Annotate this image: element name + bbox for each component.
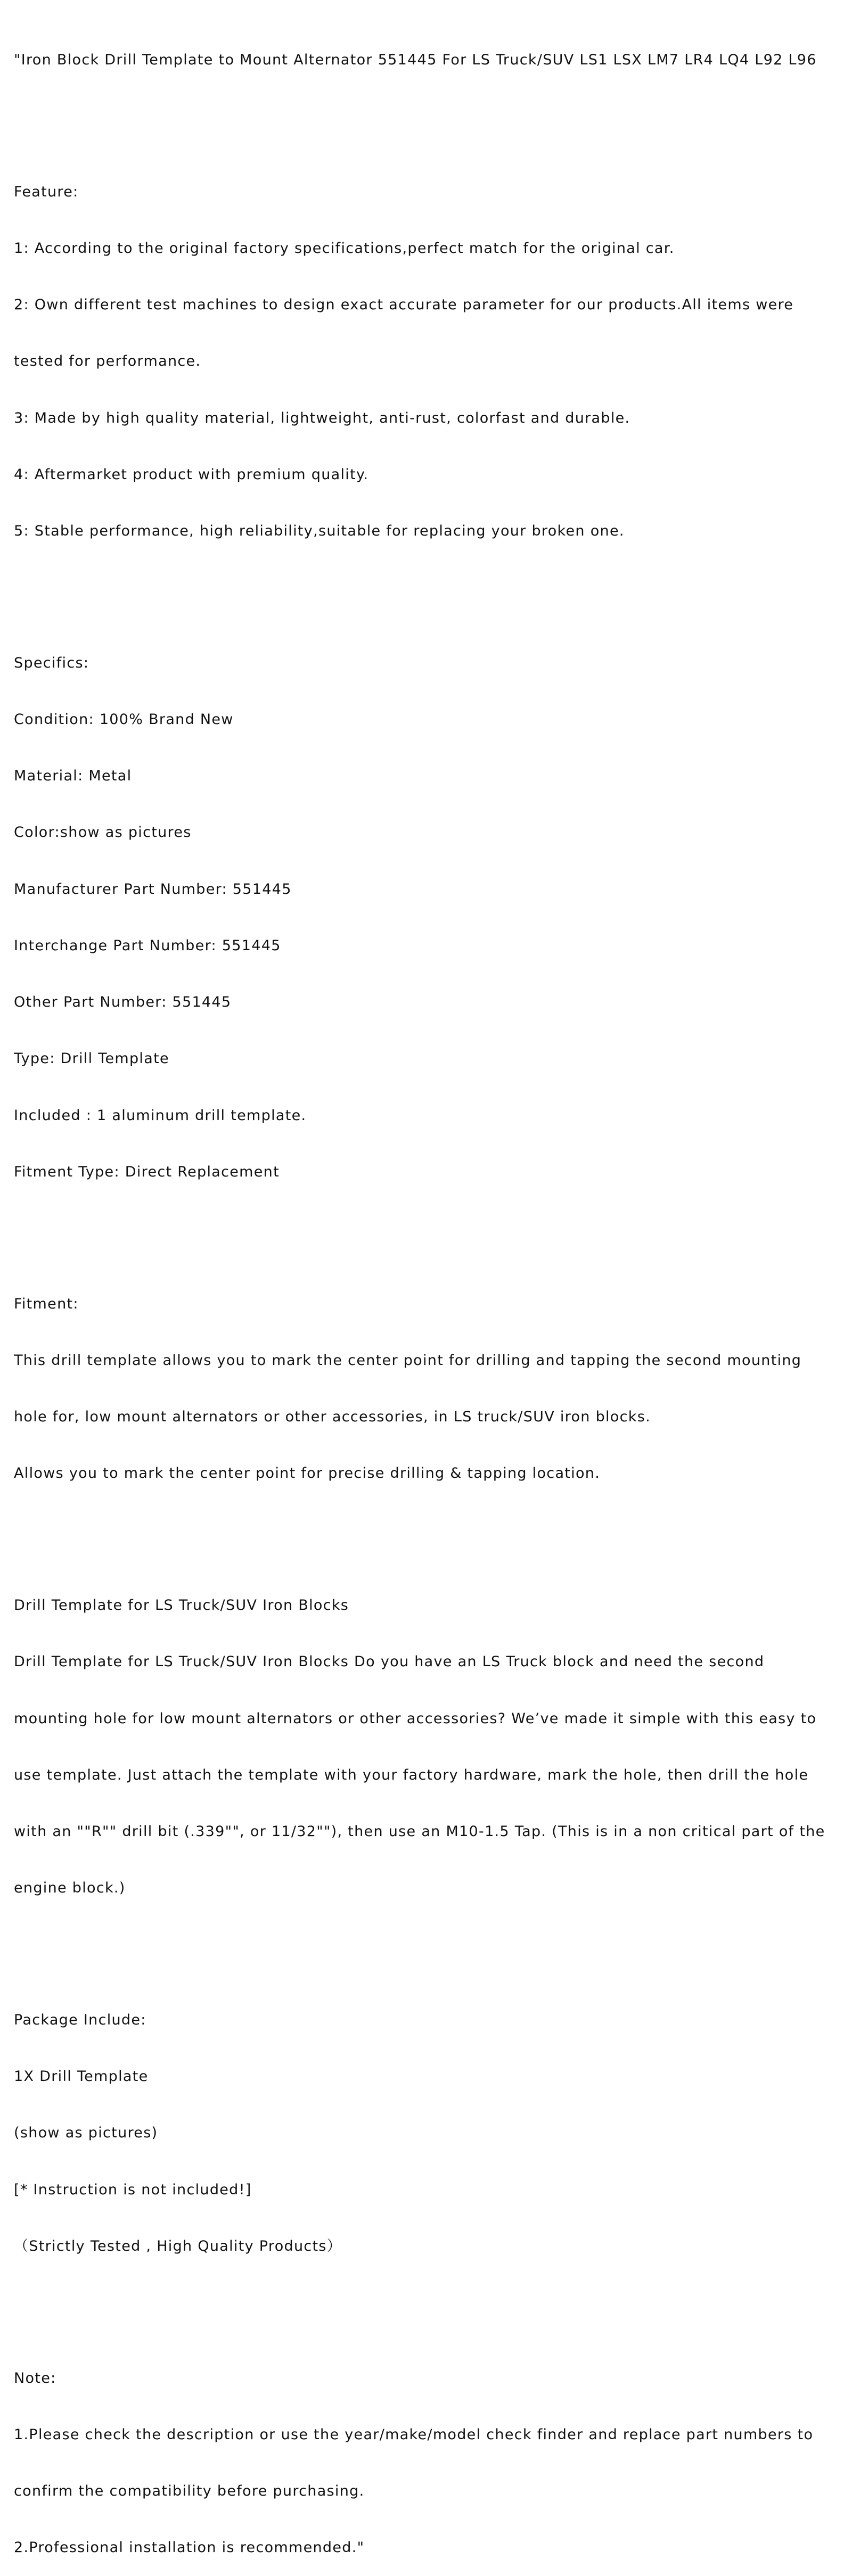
specifics-heading: Specifics:: [14, 654, 89, 671]
specifics-line: Included : 1 aluminum drill template.: [14, 1107, 307, 1124]
fitment-line: hole for, low mount alternators or other accessories, in LS truck/SUV iron blocks.: [14, 1409, 651, 1426]
specifics-line: Manufacturer Part Number: 551445: [14, 880, 292, 898]
feature-heading: Feature:: [14, 183, 79, 200]
feature-line: 3: Made by high quality material, lightweight, anti-rust, colorfast and durable.: [14, 409, 630, 426]
product-description: [14, 13, 850, 2576]
note-line: 2.Professional installation is recommended.": [14, 2539, 365, 2556]
spacer: [14, 1520, 850, 1539]
feature-line: tested for performance.: [14, 353, 201, 370]
package-line: [* Instruction is not included!]: [14, 2181, 252, 2198]
specifics-line: Condition: 100% Brand New: [14, 711, 234, 728]
package-line: (show as pictures): [14, 2125, 158, 2142]
specifics-line: Fitment Type: Direct Replacement: [14, 1163, 280, 1180]
fitment-line: This drill template allows you to mark the center point for drilling and tapping the second mounting: [14, 1352, 802, 1369]
feature-line: 1: According to the original factory specifications,perfect match for the original car.: [14, 240, 675, 257]
spacer: [14, 578, 850, 597]
feature-line: 5: Stable performance, high reliability,suitable for replacing your broken one.: [14, 522, 625, 539]
document-title: "Iron Block Drill Template to Mount Alternator 551445 For LS Truck/SUV LS1 LSX LM7 LR4 LQ4 L92 L96: [14, 51, 817, 68]
note-line: confirm the compatibility before purchasing.: [14, 2483, 365, 2500]
description-heading: Drill Template for LS Truck/SUV Iron Blocks: [14, 1597, 349, 1614]
spacer: [14, 1935, 850, 1954]
specifics-line: Interchange Part Number: 551445: [14, 937, 281, 954]
note-heading: Note:: [14, 2369, 56, 2386]
note-line: 1.Please check the description or use the year/make/model check finder and replace part numbers to: [14, 2426, 814, 2443]
feature-line: 4: Aftermarket product with premium quality.: [14, 466, 369, 483]
package-line: （Strictly Tested , High Quality Products）: [14, 2237, 342, 2254]
spacer: [14, 107, 850, 126]
feature-line: 2: Own different test machines to design exact accurate parameter for our products.All items were: [14, 297, 794, 314]
spacer: [14, 2293, 850, 2312]
description-line: engine block.): [14, 1880, 126, 1897]
specifics-line: Type: Drill Template: [14, 1050, 169, 1067]
description-line: Drill Template for LS Truck/SUV Iron Blocks Do you have an LS Truck block and need the second: [14, 1653, 765, 1670]
package-line: 1X Drill Template: [14, 2068, 149, 2085]
spacer: [14, 1219, 850, 1238]
fitment-heading: Fitment:: [14, 1295, 79, 1312]
package-heading: Package Include:: [14, 2011, 146, 2028]
fitment-line: Allows you to mark the center point for precise drilling & tapping location.: [14, 1465, 601, 1482]
description-line: mounting hole for low mount alternators or other accessories? We’ve made it simple with this easy to: [14, 1710, 817, 1727]
specifics-line: Material: Metal: [14, 768, 132, 785]
specifics-line: Color:show as pictures: [14, 824, 192, 841]
description-line: use template. Just attach the template with your factory hardware, mark the hole, then drill the hole: [14, 1766, 809, 1783]
specifics-line: Other Part Number: 551445: [14, 994, 232, 1011]
description-line: with an ""R"" drill bit (.339"", or 11/32""), then use an M10-1.5 Tap. (This is in a non critical part of the: [14, 1823, 825, 1840]
